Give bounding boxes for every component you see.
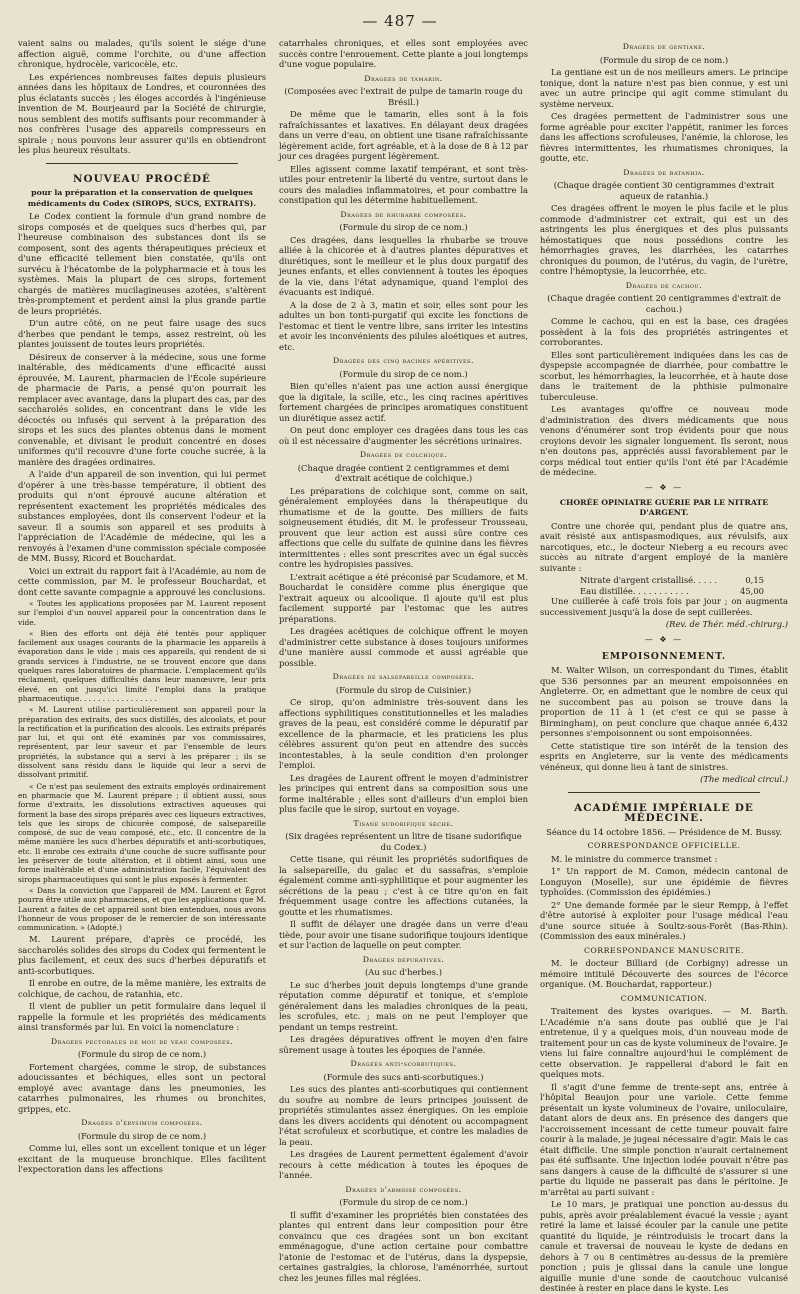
paragraph: Traitement des kystes ovariques. — M. Barth. L'Académie n'a sans doute pas oublié que je l'ai entretenue, il y a quelques mois, d'un nouveau mode de traitement pour un cas de kyste volumineux de l'ovaire. Je viens lui faire connaître aujourd'hui le complément de cette observation. Je rappellerai d'abord le fait en quelques mots. <box>540 1006 788 1079</box>
paragraph: La gentiane est un de nos meilleurs amers. Le principe tonique, dont la nature n'est pas bien connue, y est uni avec un autre principe qui agit comme stimulant du système nerveux. <box>540 67 788 109</box>
paragraph: Les dragées acétiques de colchique offrent le moyen d'administrer cette substance à doses toujours uniformes d'une manière aussi commode et aussi agréable que possible. <box>279 626 528 668</box>
page-number: — 487 — <box>362 12 438 30</box>
paragraph: Les avantages qu'offre ce nouveau mode d'administration des divers médicaments que nous venons d'énumérer sont trop évidents pour que nous croyions devoir les signaler longuement. Ils seront, nous n'en doutons pas, appréciés aussi favorablement par le corps médical tout entier qu'ils l'ont été par l'Académie de médecine. <box>540 404 788 477</box>
paragraph: Le suc d'herbes jouit depuis longtemps d'une grande réputation comme dépuratif et tonique, et s'emploie généralement dans les maladies chroniques de la peau, les scrofules, etc. ; mais on ne peut l'employer que pendant un temps restreint. <box>279 979 528 1032</box>
paragraph: Une cuillerée à café trois fois par jour ; on augmenta successivement jusqu'à la dose de sept cuillerées. <box>540 596 788 617</box>
divider <box>46 163 238 164</box>
section-heading: Tisane sudorifique sèche. <box>353 818 454 828</box>
quote-paragraph: « M. Laurent utilise particulièrement son appareil pour la préparation des extraits, des sucs distillés, des alcoolats, et pour la rectification et la purification des alcools. Les extraits préparés par lui, et qui ont été examinés par vos commissaires, représentent, par leur saveur et par l'ensemble de leurs propriétés, la substance qui a servi à les préparer ; ils se dissolvent sans résidu dans le liquide qui leur a servi de dissolvant primitif. <box>18 705 266 780</box>
prescription-label: Eau distillée. . . . . . . . . . . <box>580 585 689 596</box>
paragraph: Il s'agit d'une femme de trente-sept ans, entrée à l'hôpital Beaujon pour une variole. Cette femme présentait un kyste volumineux de l'ovaire, uniloculaire, datant alors de deux ans. En présence des dangers que l'accroissement incessant de cette tumeur pouvait faire courir à la malade, je jugeai nécessaire d'agir. Mais le cas était difficile. Une simple ponction n'aurait certainement pas été suffisante. Une injection iodée pouvait n'être pas sans dangers à cause de la difficulté de s'assurer si une partie du liquide ne passerait pas dans le péritoine. Je m'arrêtai au parti suivant : <box>540 1081 788 1197</box>
paragraph: Les préparations de colchique sont, comme on sait, généralement employées dans la thérapeutique du rhumatisme et de la goutte. Des milliers de faits soigneusement étudiés, dit M. le professeur Trousseau, prouvent que leur action est aussi sûre contre ces affections que celle du sulfate de quinine dans les fièvres intermittentes : elles sont prescrites avec un égal succès contre les hydropisies passives. <box>279 485 528 569</box>
ornament-divider: — ❖ — <box>644 634 684 644</box>
column-left <box>18 38 266 1175</box>
paragraph: M. Walter Wilson, un correspondant du Times, établit que 536 personnes par an meurent empoisonnées en Angleterre. Or, en admettant que le nombre de ceux qui ne succombent pas au poison se trouve dans la proportion de 11 à 1 (et c'est ce qui se passe à Birmingham), on peut conclure que chaque année 6,432 personnes s'empoisonnent ou sont empoisonnées. <box>540 665 788 738</box>
paragraph: Il suffit d'examiner les propriétés bien constatées des plantes qui entrent dans leur composition pour être convaincu que ces dragées sont un bon excitant emménagogue, d'une action certaine pour combattre l'atonie de l'estomac et de l'utérus, dans la dyspepsie, certaines gastralgies, la chlorose, l'aménorrhée, surtout chez les jeunes filles mal réglées. <box>279 1209 528 1283</box>
paragraph: Les dragées de Laurent offrent le moyen d'administrer les principes qui entrent dans sa composition sous une forme inaltérable ; elles sont d'ailleurs d'un emploi bien plus facile que le sirop, surtout en voyage. <box>279 772 528 814</box>
paragraph: Désireux de conserver à la médecine, sous une forme inaltérable, des médicaments d'une efficacité aussi éprouvée, M. Laurent, pharmacien de l'École supérieure de pharmacie de Paris, a pensé qu'on pourrait les remplacer avec avantage, dans la plupart des cas, par des saccharolés solides, en concentrant dans le vide les décoctés ou infusés qui servent à la préparation des sirops et les sucs des plantes obtenus dans le moment convenable, et divisant le produit concentré en doses uniformes qu'il recouvre d'une forte couche sucrée, à la manière des dragées ordinaires. <box>18 351 266 467</box>
section-subheading: (Formule du sirop de Cuisinier.) <box>335 684 472 695</box>
quote-paragraph: « Dans la conviction que l'appareil de MM. Laurent et Égrot pourra être utile aux pharmaciens, et que les applications que M. Laurent a faites de cet appareil sont bien entendues, nous avons l'honneur de vous proposer de le remercier de son intéressante communication. » (Adopté.) <box>18 885 266 933</box>
paragraph: Il suffit de délayer une dragée dans un verre d'eau tiède, pour avoir une tisane sudorifique toujours identique et sur l'action de laquelle on peut compter. <box>279 919 528 950</box>
paragraph: Voici un extrait du rapport fait à l'Académie, au nom de cette commission, par M. le professeur Bouchardat, et dont cette savante compagnie a approuvé les conclusions. <box>18 565 266 597</box>
paragraph: Cette statistique tire son intérêt de la tension des esprits en Angleterre, sur la vente des médicaments vénéneux, qui donne lieu à tant de sinistres. <box>540 740 788 772</box>
paragraph: De même que le tamarin, elles sont à la fois rafraîchissantes et laxatives. En délayant deux dragées dans un verre d'eau, on obtient une tisane rafraîchissante légèrement acide, fort agréable, et à la dose de 8 à 12 par jour ces dragées purgent légèrement. <box>279 109 528 161</box>
paragraph: Ce sirop, qu'on administre très-souvent dans les affections syphilitiques constitutionnelles et les maladies graves de la peau, est considéré comme le dépuratif par excellence de la pharmacie, et les praticiens les plus célèbres assurent qu'on peut en attendre des succès incontestables, à la seule condition d'en prolonger l'emploi. <box>279 697 528 770</box>
paragraph: Les sucs des plantes anti-scorbutiques qui contiennent du soufre au nombre de leurs principes jouissent de propriétés stimulantes assez énergiques. On les emploie dans les divers accidents qui dénotent ou accompagnent l'état scrofuleux et scorbutique, et contre les maladies de la peau. <box>279 1084 528 1147</box>
paragraph: Fortement chargées, comme le sirop, de substances adoucissantes et béchiques, elles sont un pectoral employé avec avantage dans les pneumonies, les catarrhes pulmonaires, les rhumes ou bronchites, grippes, etc. <box>18 1061 266 1114</box>
paragraph: M. le ministre du commerce transmet : <box>551 853 718 864</box>
paragraph: Il vient de publier un petit formulaire dans lequel il rappelle la formule et les propriétés des médicaments ainsi transformés par lui. En voici la nomenclature : <box>18 1001 266 1033</box>
section-subheading: (Formule du sirop de ce nom.) <box>599 54 729 65</box>
paragraph: L'extrait acétique a été préconisé par Scudamore, et M. Bouchardat le considère comme plus énergique que l'extrait aqueux ou alcoolique. Il ajoute qu'il est plus facilement supporté par l'estomac que les autres préparations. <box>279 571 528 624</box>
section-subheading: (Formule du sirop de ce nom.) <box>339 222 468 232</box>
section-heading: Dragées de salsepareille composées. <box>332 672 475 681</box>
paragraph: Il enrobe en outre, de la même manière, les extraits de colchique, de cachou, de ratanhia, etc. <box>18 978 266 999</box>
section-heading: Dragées de tamarin. <box>364 73 443 83</box>
section-subheading: (Chaque dragée contient 20 centigrammes d'extrait de cachou.) <box>547 293 781 314</box>
section-heading: Dragées pectorales de mou de veau composées. <box>50 1036 234 1046</box>
paragraph: Les dragées dépuratives offrent le moyen d'en faire sûrement usage à toutes les époques de l'année. <box>279 1034 528 1055</box>
column-middle <box>279 38 528 1283</box>
prescription-label: Nitrate d'argent cristallisé. . . . . <box>580 575 718 585</box>
section-subheading: (Six dragées représentent un litre de tisane sudorifique du Codex.) <box>285 831 522 852</box>
section-subheading: (Chaque dragée contient 30 centigrammes d'extrait aqueux de ratanhia.) <box>553 180 775 201</box>
paragraph: Elles sont particulièrement indiquées dans les cas de dyspepsie accompagnée de diarrhée, pour combattre le scorbut, les hémorrhagies, la leucorrhée, et à haute dose dans le traitement de la phthisie pulmonaire tuberculeuse. <box>540 349 788 402</box>
section-heading: Dragées d'armoise composées. <box>345 1184 462 1194</box>
paragraph: catarrhales chroniques, et elles sont employées avec succès contre l'enrouement. Cette plante a joui longtemps d'une vogue populaire. <box>279 38 528 69</box>
section-heading: Dragées dépuratives. <box>362 954 445 964</box>
prescription-value: 45,00 <box>740 585 764 596</box>
paragraph: M. Laurent prépare, d'après ce procédé, les saccharolés solides des sirops du Codex qui fermentent le plus facilement, et ceux des sucs d'herbes dépuratifs et anti-scorbutiques. <box>18 934 266 976</box>
paragraph: vaient sains ou malades, qu'ils soient le siége d'une affection aiguë, comme l'orchite, ou d'une affection chronique, hydrocèle, varicocèle, etc. <box>18 38 266 69</box>
paragraph: Cette tisane, qui réunit les propriétés sudorifiques de la salsepareille, du gaïac et du sassafras, s'emploie également comme anti-syphilitique et pour augmenter les sécrétions de la peau ; c'est à ce titre qu'on en fait fréquemment usage contre les affections cutanées, la goutte et les rhumatismes. <box>279 854 528 917</box>
section-heading: Dragées de rhubarbe composées. <box>340 209 467 219</box>
quote-paragraph: « Ce n'est pas seulement des extraits employés ordinairement en pharmacie que M. Laurent prépare ; il obtient aussi, sous forme d'extraits, les dissolutions extractives aqueuses qui forment la base des sirops préparés avec ces liqueurs extractives, tels que les sirops de chicorée composé, de salsepareille composé, de suc de veau composé, etc., etc. Il concentre de la même manière les sucs d'herbes dépuratifs et anti-scorbutiques, etc. Il enrobe ces extraits d'une couche de sucre suffisante pour les préserver de toute altération, et il obtient ainsi, sous une forme inaltérable et d'une administration facile, l'équivalent des sirops pharmaceutiques qui sont le plus exposés à fermenter. <box>18 781 266 884</box>
column-right <box>540 38 788 1293</box>
prescription-line <box>580 586 788 597</box>
paragraph: Les expériences nombreuses faites depuis plusieurs années dans les hôpitaux de Londres, et couronnées des plus éclatants succès ; les éloges accordés à l'ingénieuse invention de M. Bourjeaurd par la Société de chirurgie, nous semblent des motifs suffisants pour recommander à nos confrères l'usage des appareils compresseurs en spirale ; nous pouvons leur assurer qu'ils en obtiendront les plus heureux résultats. <box>18 71 266 155</box>
section-subheading: (Formule du sirop de ce nom.) <box>77 1130 207 1141</box>
article-title: NOUVEAU PROCÉDÉ <box>73 172 211 185</box>
paragraph: Le 10 mars, je pratiquai une ponction au-dessus du pubis, après avoir préalablement évacué la vessie ; ayant retiré la lame et laissé écouler par la canule une petite quantité du liquide, je réintroduisis le trocart dans la canule et traversai de nouveau le kyste de dedans en dehors à 7 ou 8 centimètres au-dessus de la première ponction ; puis je glissai dans la canule une longue aiguille munie d'une sonde de caoutchouc vulcanisé destinée à rester en place dans le kyste. Les <box>540 1199 788 1293</box>
paragraph: A l'aide d'un appareil de son invention, qui lui permet d'opérer à une très-basse température, il obtient des produits qui n'ont éprouvé aucune altération et représentent exactement les propriétés médicales des substances employées, dont ils conservent l'odeur et la saveur. Il a soumis son appareil et ses produits à l'appréciation de l'Académie de médecine, qui les a renvoyés à l'examen d'une commission spéciale composée de MM. Bussy, Ricord et Bouchardat. <box>18 469 266 563</box>
paragraph: D'un autre côté, on ne peut faire usage des sucs d'herbes que pendant le temps, assez restreint, où les plantes jouissent de toutes leurs propriétés. <box>18 318 266 349</box>
paragraph: On peut donc employer ces dragées dans tous les cas où il est nécessaire d'augmenter les sécrétions urinaires. <box>279 425 528 446</box>
ornament-divider: — ❖ — <box>644 482 684 492</box>
section-subheading: (Formule du sirop de ce nom.) <box>77 1049 207 1060</box>
paragraph: Ces dragées offrent le moyen le plus facile et le plus commode d'administrer cet extrait, qui est un des astringents les plus énergiques et des plus puissants hémostatiques que nous possédions contre les hémorrhagies graves, les diarrhées, les catarrhes chroniques du poumon, de l'utérus, du vagin, de l'urètre, contre l'hémoptysie, la leucorrhée, etc. <box>540 203 788 276</box>
section-subheading: (Composées avec l'extrait de pulpe de tamarin rouge du Brésil.) <box>284 86 523 107</box>
article-title: CHORÉE OPINIATRE GUÉRIE PAR LE NITRATE D'ARGENT. <box>559 497 769 517</box>
prescription-value: 0,15 <box>745 575 764 585</box>
article-title: EMPOISONNEMENT. <box>601 650 727 662</box>
paragraph: Ces dragées permettent de l'administrer sous une forme agréable pour exciter l'appétit, ranimer les forces dans les affections scrofuleuses, l'anémie, la chlorose, les fièvres intermittentes, les rhumatismes chroniques, la goutte, etc. <box>540 111 788 163</box>
section-subheading: (Au suc d'herbes.) <box>365 967 442 977</box>
paragraph: Bien qu'elles n'aient pas une action aussi énergique que la digitale, la scille, etc., les cinq racines apéritives fortement chargées de principes aromatiques constituent un diurétique assez actif. <box>279 381 528 423</box>
quote-paragraph: « Bien des efforts ont déjà été tentés pour appliquer facilement aux usages courants de la pharmacie les appareils à évaporation dans le vide ; mais ces appareils, qui rendent de si grands services à l'industrie, ne se trouvent encore que dans quelques rares laboratoires de pharmacie. L'emplacement qu'ils réclament, quelques difficultés dans leur manœuvre, leur prix élevé, en ont jusqu'ici limité l'emploi dans la pratique pharmaceutique. . . . . . . . . . . . . . . . . <box>18 628 266 703</box>
divider <box>568 792 760 793</box>
prescription-line <box>580 575 788 586</box>
section-subheading: (Formule du sirop de ce nom.) <box>339 368 468 379</box>
section-subheading: (Formule des sucs anti-scorbutiques.) <box>323 1071 484 1082</box>
article-title: ACADÉMIE IMPÉRIALE DE MÉDECINE. <box>574 801 754 824</box>
article-subtitle: pour la préparation et la conservation de quelques médicaments du Codex (SIROPS, SUCS, EXTRAITS). <box>27 188 257 208</box>
section-heading: Dragées de cachou. <box>625 280 703 290</box>
section-heading: Dragées de colchique. <box>359 450 448 459</box>
paragraph: Comme lui, elles sont un excellent tonique et un léger excitant de la muqueuse bronchique. Elles facilitent l'expectoration dans les affections <box>18 1143 266 1175</box>
section-heading: Dragées de ratanhia. <box>623 167 705 177</box>
section-subheading: (Chaque dragée contient 2 centigrammes et demi d'extrait acétique de colchique.) <box>297 462 510 483</box>
paragraph: 1° Un rapport de M. Comon, médecin cantonal de Longuyon (Moselle), sur une épidémie de fièvres typhoïdes. (Commission des épidémies.) <box>540 866 788 897</box>
source-reference: (The medical circul.) <box>700 774 788 784</box>
quote-paragraph: « Toutes les applications proposées par M. Laurent reposent sur l'emploi d'un nouvel appareil pour la concentration dans le vide. <box>18 599 266 627</box>
paragraph: Les dragées de Laurent permettent également d'avoir recours à cette médication à toutes les époques de l'année. <box>279 1149 528 1180</box>
section-heading: CORRESPONDANCE OFFICIELLE. <box>587 841 741 850</box>
section-heading: Dragées anti-scorbutiques. <box>350 1059 457 1068</box>
section-heading: COMMUNICATION. <box>620 993 708 1003</box>
section-heading: Dragées d'érysimum composées. <box>81 1118 203 1128</box>
source-reference: (Rev. de Thér. méd.-chirurg.) <box>665 619 788 629</box>
section-heading: Dragées des cinq racines apéritives. <box>332 356 475 365</box>
paragraph: Comme le cachou, qui en est la base, ces dragées possèdent à la fois des propriétés astringentes et corroborantes. <box>540 316 788 347</box>
session-line: Séance du 14 octobre 1856. — Présidence de M. Bussy. <box>546 826 782 837</box>
paragraph: 2° Une demande formée par le sieur Rempp, à l'effet d'être autorisé à exploiter pour l'usage médical l'eau d'une source située à Soultz-sous-Forêt (Bas-Rhin). (Commission des eaux minérales.) <box>540 899 788 941</box>
paragraph: A la dose de 2 à 3, matin et soir, elles sont pour les adultes un bon tonti-purgatif qui excite les fonctions de l'estomac et tient le ventre libre, sans irriter les intestins et avoir les inconvénients des pilules aloétiques et autres, etc. <box>279 299 528 352</box>
paragraph: Ces dragées, dans lesquelles la rhubarbe se trouve alliée à la chicorée et à d'autres plantes dépuratives et diurétiques, sont le meilleur et le plus doux purgatif des jeunes enfants, et elles conviennent à toutes les époques de la vie, dans l'état adynamique, quand l'emploi des évacuants est indiqué. <box>279 234 528 297</box>
section-heading: Dragées de gentiane. <box>622 42 706 51</box>
paragraph: Le Codex contient la formule d'un grand nombre de sirops composés et de quelques sucs d'herbes qui, par l'heureuse combinaison des substances dont ils se composent, sont des agents thérapeutiques précieux et d'une efficacité tellement bien constatée, qu'ils ont survécu à l'hécatombe de la polypharmacie et à tous les systèmes. Mais la plupart de ces sirops, fortement chargés de matières mucilagineuses azotées, s'altèrent très-promptement et perdent ainsi la plus grande partie de leurs propriétés. <box>18 211 266 316</box>
paragraph: Elles agissent comme laxatif tempérant, et sont très-utiles pour entretenir la liberté du ventre, surtout dans le cours des maladies inflammatoires, et pour combattre la constipation qui les détermine habituellement. <box>279 163 528 205</box>
section-subheading: (Formule du sirop de ce nom.) <box>339 1197 468 1207</box>
paragraph: Contre une chorée qui, pendant plus de quatre ans, avait résisté aux antispasmodiques, aux révulsifs, aux narcotiques, etc., le docteur Nieberg a eu recours avec succès au nitrate d'argent employé de la manière suivante : <box>540 520 788 573</box>
paragraph: M. le docteur Billiard (de Corbigny) adresse un mémoire intitulé Découverte des sources de l'écorce organique. (M. Bouchardat, rapporteur.) <box>540 958 788 989</box>
section-heading: CORRESPONDANCE MANUSCRITE. <box>583 945 745 955</box>
